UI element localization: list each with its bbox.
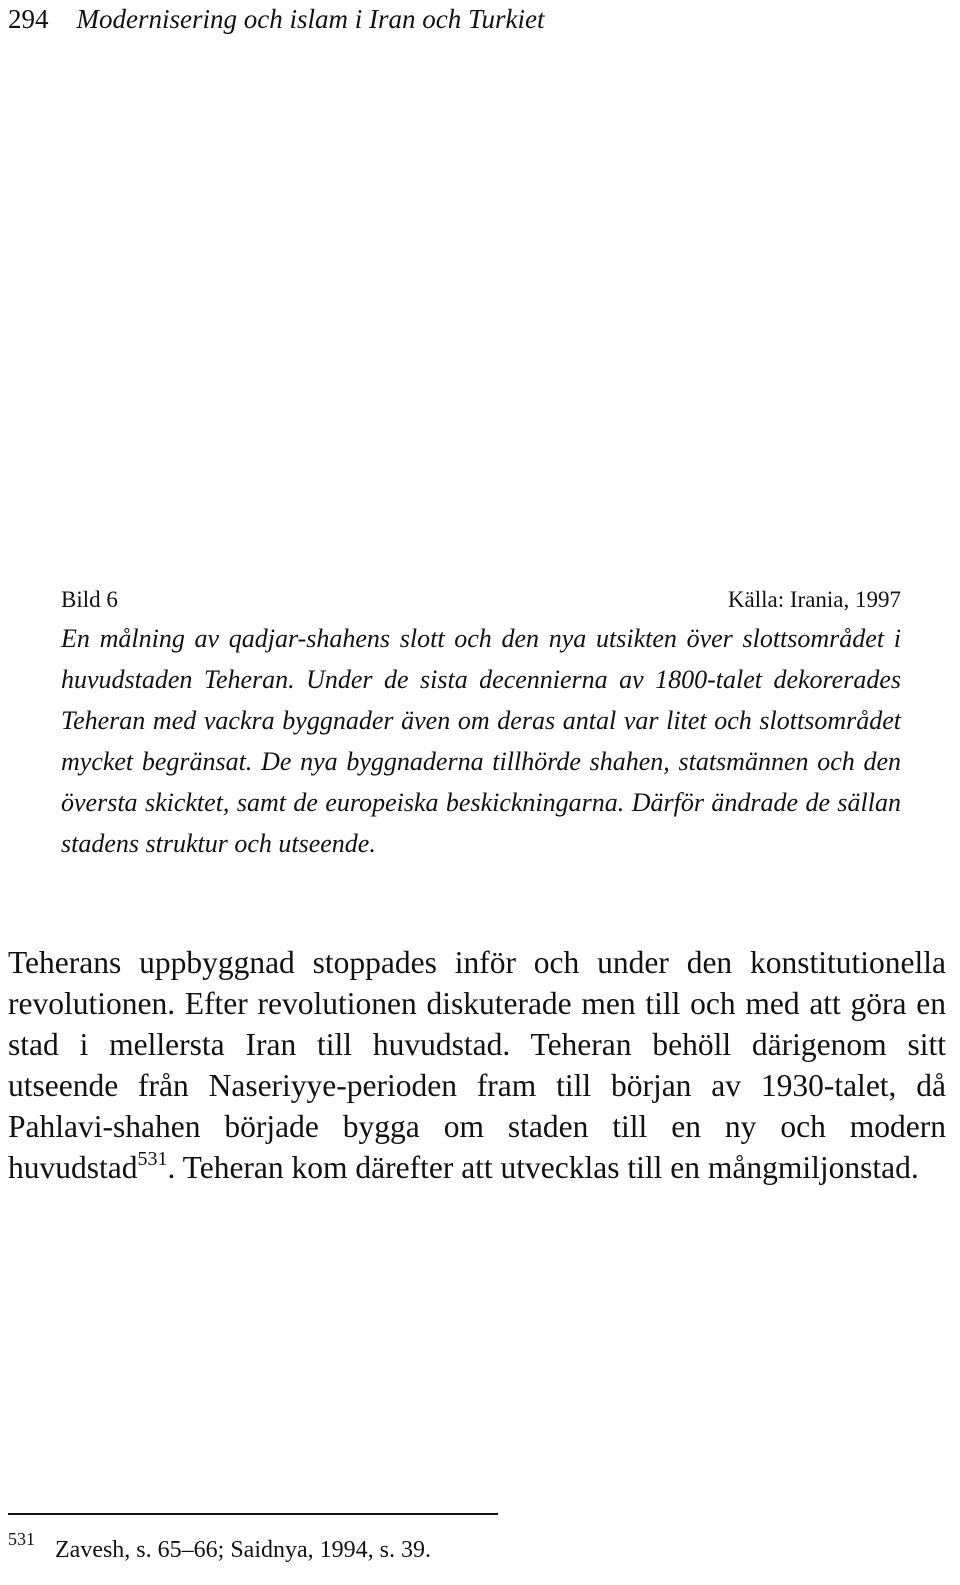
caption-text: En målning av qadjar-shahens slott och den nya utsikten över slottsområdet i huvudstaden Teheran. Under de sista decennierna av 1800-talet dekorerades Teheran med vackra byggnader även om deras antal var litet och slottsområdet mycket begränsat. De nya byggnaderna tillhörde shahen, statsmännen och den översta skicktet, samt de europeiska beskickningarna. Därför ändrade de sällan stadens struktur och utseende. — [61, 624, 901, 858]
caption-head — [61, 582, 901, 618]
figure-source: Källa: Irania, 1997 — [727, 587, 901, 612]
footnote-divider — [8, 1513, 498, 1515]
figure-label: Bild 6 — [61, 587, 118, 612]
body-paragraph — [8, 942, 946, 1188]
figure-caption — [61, 582, 901, 864]
body-text-part1: Teherans uppbyggnad stoppades inför och under den konstitutionella revolutionen. Efter revolutionen diskuterade men till och med att göra en stad i mellersta Iran till huvudstad. Teheran behöll därigenom sitt utseende från Naseriyye-perioden fram till början av 1930-talet, då Pahlavi-shahen började bygga om staden till en ny och modern huvudstad — [8, 945, 946, 1185]
running-header-title: Modernisering och islam i Iran och Turkiet — [76, 4, 545, 34]
body-text-part2: . Teheran kom därefter att utvecklas till en mångmiljonstad. — [167, 1150, 919, 1185]
page-number: 294 — [8, 4, 49, 34]
running-header — [8, 0, 544, 40]
footnote-reference[interactable]: 531 — [137, 1148, 168, 1170]
footnote-text: Zavesh, s. 65–66; Saidnya, 1994, s. 39. — [55, 1537, 431, 1563]
footnote — [8, 1530, 908, 1570]
footnote-number: 531 — [8, 1529, 35, 1549]
